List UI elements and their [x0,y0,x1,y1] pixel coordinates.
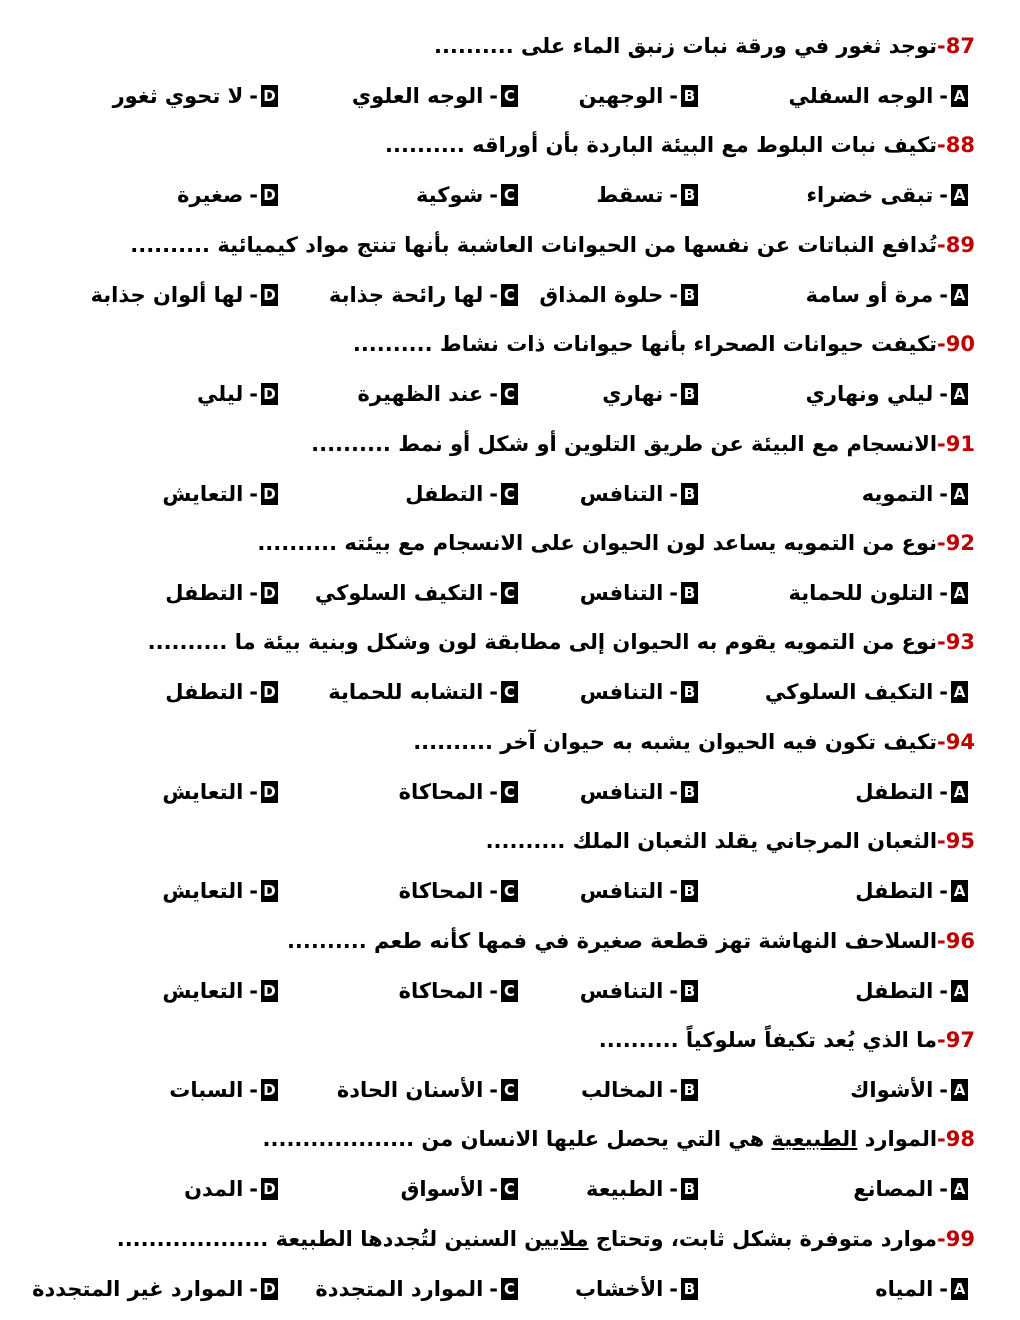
question-stem: الانسجام مع البيئة عن طريق التلوين أو شكل أو نمط .......... [311,431,938,456]
option-text: الموارد المتجددة [315,1276,484,1301]
option-letter-badge: B [681,1178,698,1200]
option-text: التطفل [165,581,244,605]
answer-option-a[interactable] [806,275,968,315]
option-text: التنافس [579,779,664,804]
question-number: 94 [945,729,975,754]
question-stem: موارد متوفرة بشكل ثابت، وتحتاج [588,1226,938,1251]
option-dash: - [939,282,948,307]
answer-option-d[interactable] [113,76,278,116]
option-letter-badge: C [501,85,518,107]
option-letter-badge: C [501,681,518,703]
option-text: المصانع [853,1177,934,1202]
answer-option-a[interactable] [765,672,968,712]
option-letter-badge: C [501,880,518,902]
option-dash: - [489,481,498,506]
answer-option-a[interactable] [788,76,968,116]
answer-option-d[interactable] [165,672,278,712]
option-dash: - [669,879,678,904]
option-dash: - [939,183,948,208]
question-text [263,1119,975,1159]
question-text [130,225,975,265]
answer-option-c[interactable] [315,1269,518,1309]
option-text: التلون للحماية [788,581,934,605]
option-letter-badge: D [261,1079,278,1101]
option-text: حلوة المذاق [539,282,664,307]
option-letter-badge: C [501,483,518,505]
answer-option-d[interactable] [169,1070,278,1110]
option-letter-badge: A [951,1278,968,1300]
answer-option-b[interactable] [581,1070,698,1110]
option-dash: - [249,680,258,705]
option-dash: - [939,84,948,108]
answer-option-c[interactable] [399,871,518,911]
option-text: مرة أو سامة [805,282,934,307]
option-letter-badge: A [951,383,968,405]
option-letter-badge: D [261,880,278,902]
option-dash: - [489,879,498,904]
option-text: التطفل [855,879,934,904]
question-text [117,1219,975,1259]
question-text [385,125,975,165]
question-stem: تكيف تكون فيه الحيوان يشبه به حيوان آخر .......... [413,729,938,754]
option-dash: - [669,84,678,108]
option-letter-badge: D [261,781,278,803]
question-number: 88 [945,133,975,158]
option-letter-badge: B [681,880,698,902]
option-letter-badge: B [681,85,698,107]
question-number-dash: - [937,431,946,456]
option-text: التنافس [579,978,664,1003]
answer-option-c[interactable] [337,1070,518,1110]
option-letter-badge: B [681,184,698,206]
option-text: التنافس [579,680,664,705]
question-number-dash: - [937,829,946,854]
option-text: المحاكاة [398,779,484,804]
answer-option-d[interactable] [165,573,278,613]
option-text: عند الظهيرة [357,382,484,407]
answer-option-a[interactable] [806,374,968,414]
option-dash: - [669,382,678,407]
question-stem-end: السنين لتُجددها الطبيعة ................... [116,1226,525,1251]
option-text: الطبيعة [586,1177,664,1202]
option-dash: - [489,84,498,108]
answer-option-a[interactable] [788,573,968,613]
option-text: التعايش [162,879,244,904]
option-dash: - [489,183,498,208]
option-letter-badge: B [681,681,698,703]
option-dash: - [489,581,498,605]
answer-option-a[interactable] [850,1070,968,1110]
option-letter-badge: D [261,383,278,405]
question-number: 95 [945,829,975,854]
answer-option-b[interactable] [580,672,698,712]
option-text: لا تحوي ثغور [112,84,244,108]
answer-option-d[interactable] [91,275,278,315]
answer-option-b[interactable] [539,275,698,315]
option-letter-badge: B [681,980,698,1002]
option-letter-badge: A [951,483,968,505]
option-text: المدن [184,1177,244,1202]
option-dash: - [939,680,948,705]
option-text: التعايش [162,779,244,804]
option-text: التعايش [162,978,244,1003]
underlined-word: ملايين [524,1226,589,1251]
answer-option-c[interactable] [416,175,518,215]
option-text: لها ألوان جذابة [90,282,244,307]
answer-option-c[interactable] [329,275,518,315]
question-text [257,523,975,563]
question-text [486,821,975,861]
option-letter-badge: A [951,681,968,703]
option-dash: - [939,1078,948,1102]
option-letter-badge: C [501,184,518,206]
option-letter-badge: B [681,1278,698,1300]
option-dash: - [249,382,258,407]
question-number-dash: - [937,1226,946,1251]
option-letter-badge: D [261,483,278,505]
option-text: التمويه [861,481,934,506]
question-stem-end: هي التي يحصل عليها الانسان من ................... [262,1127,772,1152]
option-dash: - [489,1276,498,1301]
option-dash: - [249,978,258,1003]
option-dash: - [489,382,498,407]
option-dash: - [669,282,678,307]
answer-option-b[interactable] [580,474,698,514]
question-stem: تكيفت حيوانات الصحراء بأنها حيوانات ذات نشاط .......... [352,332,938,357]
answer-option-c[interactable] [399,971,518,1011]
option-text: المحاكاة [398,879,484,904]
answer-option-d[interactable] [162,971,278,1011]
option-text: ليلي [197,382,244,407]
answer-option-d[interactable] [32,1269,278,1309]
question-number: 91 [945,431,975,456]
question-stem: تُدافع النباتات عن نفسها من الحيوانات العاشبة بأنها تنتج مواد كيميائية .......... [130,232,938,257]
option-letter-badge: D [261,980,278,1002]
option-letter-badge: D [261,184,278,206]
option-text: الأشواك [850,1078,934,1102]
question-number-dash: - [937,928,946,953]
option-text: تبقى خضراء [806,183,934,208]
option-letter-badge: C [501,1178,518,1200]
option-letter-badge: A [951,284,968,306]
option-dash: - [249,1276,258,1301]
option-dash: - [249,779,258,804]
option-text: التطفل [855,779,934,804]
option-dash: - [939,581,948,605]
option-text: التطفل [855,978,934,1003]
option-letter-badge: A [951,582,968,604]
option-letter-badge: C [501,781,518,803]
option-letter-badge: D [261,284,278,306]
question-number: 92 [945,531,975,555]
option-text: الوجه السفلي [788,84,934,108]
option-text: السبات [169,1078,244,1102]
question-stem: الموارد [857,1127,938,1152]
option-text: صغيرة [177,183,244,208]
question-stem: تكيف نبات البلوط مع البيئة الباردة بأن أوراقه .......... [385,133,938,158]
underlined-word: الطبيعية [771,1127,858,1152]
question-text [311,424,975,464]
option-text: الأخشاب [574,1276,664,1301]
answer-option-a[interactable] [875,1269,968,1309]
question-number-dash: - [937,332,946,357]
answer-option-d[interactable] [184,1169,278,1209]
answer-option-c[interactable] [328,672,518,712]
option-dash: - [939,879,948,904]
question-number: 97 [945,1028,975,1052]
option-letter-badge: C [501,980,518,1002]
option-text: الأسنان الحادة [336,1078,484,1102]
option-dash: - [489,680,498,705]
question-text [599,1020,975,1060]
option-dash: - [669,779,678,804]
option-letter-badge: C [501,284,518,306]
option-dash: - [489,282,498,307]
option-text: الأسواق [400,1177,484,1202]
option-letter-badge: D [261,85,278,107]
option-dash: - [669,1078,678,1102]
question-stem: نوع من التمويه يقوم به الحيوان إلى مطابقة لون وشكل وبنية بيئة ما .......... [147,630,938,655]
option-letter-badge: A [951,980,968,1002]
question-stem: الثعبان المرجاني يقلد الثعبان الملك .......... [485,829,938,854]
answer-option-b[interactable] [579,76,698,116]
answer-option-a[interactable] [855,772,968,812]
question-number-dash: - [937,34,946,58]
option-letter-badge: B [681,1079,698,1101]
question-text [413,722,975,762]
option-dash: - [669,481,678,506]
option-dash: - [249,581,258,605]
question-number-dash: - [937,531,946,555]
option-text: التكيف السلوكي [764,680,934,705]
question-text [287,921,975,961]
option-dash: - [249,481,258,506]
answer-option-b[interactable] [586,1169,698,1209]
option-letter-badge: C [501,1278,518,1300]
question-stem: توجد ثغور في ورقة نبات زنبق الماء على .......... [433,34,938,58]
answer-option-b[interactable] [596,175,698,215]
option-dash: - [249,1078,258,1102]
option-letter-badge: A [951,184,968,206]
answer-option-a[interactable] [862,474,968,514]
option-dash: - [669,581,678,605]
option-text: التنافس [579,581,664,605]
answer-option-c[interactable] [357,374,518,414]
question-number-dash: - [937,1127,946,1152]
answer-option-d[interactable] [177,175,278,215]
option-dash: - [669,978,678,1003]
option-dash: - [669,680,678,705]
answer-option-a[interactable] [806,175,968,215]
question-number: 87 [945,34,975,58]
question-number-dash: - [937,133,946,158]
option-letter-badge: D [261,582,278,604]
option-letter-badge: A [951,85,968,107]
option-dash: - [939,978,948,1003]
answer-option-b[interactable] [580,971,698,1011]
question-number-dash: - [937,232,946,257]
answer-option-a[interactable] [853,1169,968,1209]
answer-option-c[interactable] [401,1169,518,1209]
option-dash: - [939,481,948,506]
question-stem: السلاحف النهاشة تهز قطعة صغيرة في فمها كأنه طعم .......... [286,928,938,953]
option-letter-badge: D [261,1178,278,1200]
answer-option-b[interactable] [580,573,698,613]
question-number: 99 [945,1226,975,1251]
question-number: 90 [945,332,975,357]
option-letter-badge: C [501,1079,518,1101]
question-number: 89 [945,232,975,257]
option-dash: - [249,879,258,904]
option-dash: - [489,1177,498,1202]
question-number-dash: - [937,630,946,655]
option-text: التطفل [405,481,484,506]
option-text: المياه [875,1276,934,1301]
answer-option-d[interactable] [162,474,278,514]
question-number-dash: - [937,1028,946,1052]
option-letter-badge: B [681,781,698,803]
answer-option-a[interactable] [855,871,968,911]
option-dash: - [249,282,258,307]
answer-option-b[interactable] [575,1269,698,1309]
option-letter-badge: A [951,1178,968,1200]
question-number-dash: - [937,729,946,754]
option-letter-badge: D [261,1278,278,1300]
answer-option-c[interactable] [352,76,518,116]
option-dash: - [939,1276,948,1301]
option-dash: - [249,183,258,208]
question-stem: ما الذي يُعد تكيفاً سلوكياً .......... [598,1028,938,1052]
answer-option-b[interactable] [602,374,698,414]
question-number: 93 [945,630,975,655]
option-dash: - [939,382,948,407]
option-letter-badge: A [951,781,968,803]
option-text: الوجه العلوي [351,84,484,108]
question-number: 96 [945,928,975,953]
option-letter-badge: C [501,383,518,405]
option-text: ليلي ونهاري [805,382,934,407]
option-letter-badge: A [951,880,968,902]
option-letter-badge: B [681,383,698,405]
answer-option-a[interactable] [855,971,968,1011]
question-text [148,622,975,662]
option-letter-badge: B [681,582,698,604]
option-dash: - [669,1276,678,1301]
answer-option-c[interactable] [405,474,518,514]
option-text: شوكية [415,183,484,208]
option-text: المخالب [580,1078,664,1102]
option-dash: - [669,1177,678,1202]
answer-option-c[interactable] [315,573,518,613]
option-dash: - [489,779,498,804]
option-dash: - [669,183,678,208]
question-text [353,324,975,364]
option-text: التشابه للحماية [328,680,484,705]
option-dash: - [489,1078,498,1102]
option-text: الموارد غير المتجددة [32,1276,244,1301]
question-text [434,26,975,66]
question-number: 98 [945,1127,975,1152]
option-text: نهاري [602,382,664,407]
option-letter-badge: B [681,483,698,505]
answer-option-b[interactable] [580,871,698,911]
option-text: تسقط [596,183,664,208]
answer-option-d[interactable] [197,374,278,414]
option-text: الوجهين [578,84,664,108]
option-dash: - [249,84,258,108]
option-dash: - [249,1177,258,1202]
option-dash: - [939,1177,948,1202]
option-text: التطفل [165,680,244,705]
option-letter-badge: A [951,1079,968,1101]
option-text: التعايش [162,481,244,506]
option-dash: - [939,779,948,804]
option-letter-badge: D [261,681,278,703]
option-text: لها رائحة جذابة [328,282,484,307]
option-text: التكيف السلوكي [314,581,484,605]
answer-option-d[interactable] [162,871,278,911]
answer-option-b[interactable] [580,772,698,812]
option-letter-badge: C [501,582,518,604]
question-stem: نوع من التمويه يساعد لون الحيوان على الانسجام مع بيئته .......... [257,531,938,555]
option-dash: - [489,978,498,1003]
answer-option-d[interactable] [162,772,278,812]
option-text: التنافس [579,481,664,506]
option-text: التنافس [579,879,664,904]
option-letter-badge: B [681,284,698,306]
option-text: المحاكاة [398,978,484,1003]
answer-option-c[interactable] [399,772,518,812]
